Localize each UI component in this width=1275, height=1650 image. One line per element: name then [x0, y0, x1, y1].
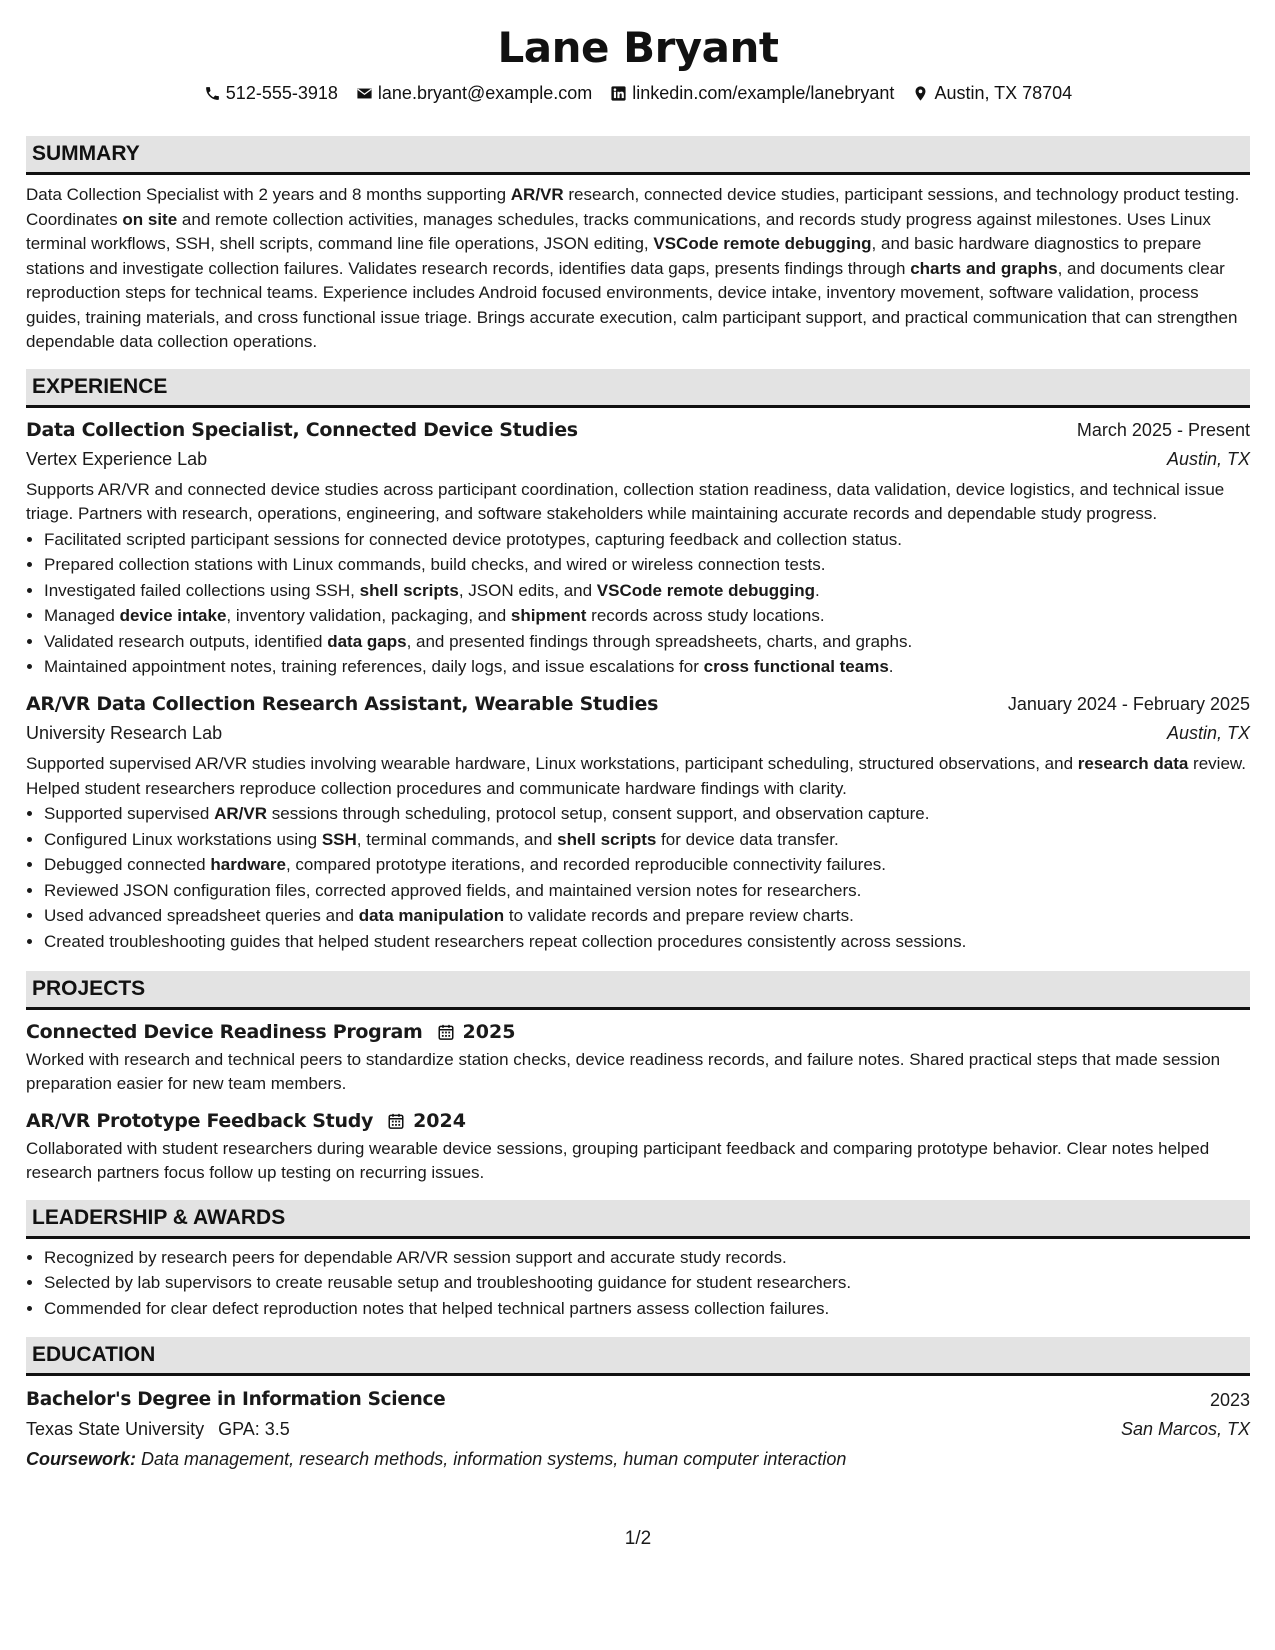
- job-title: Data Collection Specialist, Connected Device Studies: [26, 418, 578, 441]
- contact-bar: [26, 80, 1250, 106]
- list-item: • Used advanced spreadsheet queries and data manipulation to validate records and prepare review charts.: [44, 903, 1250, 929]
- list-item: • Commended for clear defect reproduction notes that helped technical partners assess collection failures.: [44, 1296, 1250, 1322]
- list-item: • Recognized by research peers for dependable AR/VR session support and accurate study records.: [44, 1245, 1250, 1271]
- leadership-heading: LEADERSHIP & AWARDS: [32, 1205, 286, 1229]
- degree-title: Bachelor's Degree in Information Science: [26, 1389, 446, 1411]
- list-item: • Maintained appointment notes, training references, daily logs, and issue escalations for cross functional teams.: [44, 654, 1250, 680]
- experience-heading: EXPERIENCE: [32, 374, 168, 398]
- page-number: 1/2: [624, 1528, 652, 1549]
- education-header: [26, 1337, 1250, 1376]
- linkedin-icon: [610, 85, 627, 102]
- experience-header: [26, 369, 1250, 408]
- linkedin-text[interactable]: linkedin.com/example/lanebryant: [632, 83, 895, 103]
- summary-header: [26, 136, 1250, 175]
- projects-heading: PROJECTS: [32, 976, 146, 1000]
- list-item: • Configured Linux workstations using SSH, terminal commands, and shell scripts for device data transfer.: [44, 827, 1250, 853]
- job-bullets: [26, 801, 1250, 955]
- leadership-list: [26, 1245, 1250, 1322]
- envelope-icon: [356, 85, 373, 102]
- list-item: • Supported supervised AR/VR sessions through scheduling, protocol setup, consent support, and observation capture.: [44, 801, 1250, 827]
- list-item: • Validated research outputs, identified data gaps, and presented findings through spreadsheets, charts, and graphs.: [44, 629, 1250, 655]
- school-name: Texas State University: [26, 1419, 205, 1440]
- summary-text: Data Collection Specialist with 2 years and 8 months supporting AR/VR research, connected device studies, participant sessions, and technology product testing. Coordinates on site and remote collection activities, manages schedules, tracks communications, and records study progress against milestones. Uses Linux terminal workflows, SSH, shell scripts, command line file operations, JSON editing, VSCode remote debugging, and basic hardware diagnostics to prepare stations and investigate collection failures. Validates research records, identifies data gaps, presents findings through charts and graphs, and documents clear reproduction steps for technical teams. Experience includes Android focused environments, device intake, inventory movement, software validation, process guides, training materials, and cross functional issue triage. Brings accurate execution, calm participant support, and practical communication that can strengthen dependable data collection operations.: [26, 185, 1240, 351]
- summary-heading: SUMMARY: [32, 142, 140, 165]
- school-location: San Marcos, TX: [1120, 1419, 1250, 1440]
- job-dates: January 2024 - February 2025: [1007, 694, 1250, 715]
- job-dates: March 2025 - Present: [1076, 419, 1250, 440]
- list-item: • Facilitated scripted participant sessions for connected device prototypes, capturing feedback and collection status.: [44, 527, 1250, 553]
- project-description: Worked with research and technical peers to standardize station checks, device readiness records, and failure notes. Shared practical steps that made session preparation easier for new team members.: [26, 1049, 1221, 1094]
- job-org: University Research Lab: [26, 723, 223, 744]
- projects-header: [26, 971, 1250, 1010]
- list-item: • Debugged connected hardware, compared prototype iterations, and recorded reproducible connectivity failures.: [44, 852, 1250, 878]
- contact-email[interactable]: [356, 80, 592, 106]
- calendar-icon: [437, 1023, 455, 1041]
- project-year: 2024: [413, 1109, 466, 1132]
- phone-text: 512-555-3918: [225, 83, 338, 103]
- coursework-text: Data management, research methods, information systems, human computer interaction: [136, 1449, 847, 1470]
- job-entry: [26, 416, 1250, 681]
- education-heading: EDUCATION: [32, 1343, 156, 1367]
- contact-phone: [204, 80, 338, 106]
- project-title: AR/VR Prototype Feedback Study: [26, 1109, 374, 1132]
- project-year: 2025: [462, 1020, 516, 1043]
- project-entry: [26, 1107, 1250, 1186]
- gpa: GPA: 3.5: [218, 1419, 290, 1440]
- list-item: • Reviewed JSON configuration files, corrected approved fields, and maintained version notes for researchers.: [44, 878, 1250, 904]
- project-entry: [26, 1018, 1250, 1097]
- list-item: • Created troubleshooting guides that helped student researchers repeat collection procedures consistently across sessions.: [44, 929, 1250, 955]
- list-item: • Prepared collection stations with Linux commands, build checks, and wired or wireless connection tests.: [44, 552, 1250, 578]
- location-text: Austin, TX 78704: [934, 83, 1073, 103]
- candidate-name: Lane Bryant: [497, 23, 779, 72]
- job-bullets: [26, 527, 1250, 681]
- phone-icon: [204, 85, 221, 102]
- coursework: [26, 1444, 1250, 1474]
- job-entry: [26, 690, 1250, 955]
- leadership-header: [26, 1200, 1250, 1239]
- contact-location: [912, 80, 1072, 106]
- contact-linkedin[interactable]: [610, 80, 894, 106]
- coursework-label: Coursework:: [26, 1449, 137, 1470]
- graduation-year: 2023: [1209, 1390, 1250, 1411]
- list-item: • Investigated failed collections using SSH, shell scripts, JSON edits, and VSCode remote debugging.: [44, 578, 1250, 604]
- project-description: Collaborated with student researchers during wearable device sessions, grouping participant feedback and comparing prototype behavior. Clear notes helped research partners focus follow up testing on recurring issues.: [26, 1138, 1210, 1183]
- map-pin-icon: [912, 85, 929, 102]
- project-title: Connected Device Readiness Program: [26, 1020, 423, 1043]
- job-org: Vertex Experience Lab: [26, 448, 208, 469]
- job-description: Supports AR/VR and connected device studies across participant coordination, collection station readiness, data validation, device logistics, and technical issue triage. Partners with research, operations, engineering, and software stakeholders while maintaining accurate records and dependable study progress.: [26, 479, 1225, 523]
- list-item: • Selected by lab supervisors to create reusable setup and troubleshooting guidance for student researchers.: [44, 1270, 1250, 1296]
- job-location: Austin, TX: [1166, 448, 1250, 469]
- job-location: Austin, TX: [1166, 723, 1250, 744]
- calendar-icon: [387, 1112, 405, 1130]
- job-title: AR/VR Data Collection Research Assistant, Wearable Studies: [26, 693, 659, 716]
- job-description: Supported supervised AR/VR studies involving wearable hardware, Linux workstations, participant scheduling, structured observations, and research data review. Helped student researchers reproduce collection procedures and communicate hardware findings with clarity.: [26, 754, 1246, 798]
- resume-page: [26, 0, 1250, 1650]
- list-item: • Managed device intake, inventory validation, packaging, and shipment records across study locations.: [44, 603, 1250, 629]
- email-text[interactable]: lane.bryant@example.com: [377, 83, 593, 103]
